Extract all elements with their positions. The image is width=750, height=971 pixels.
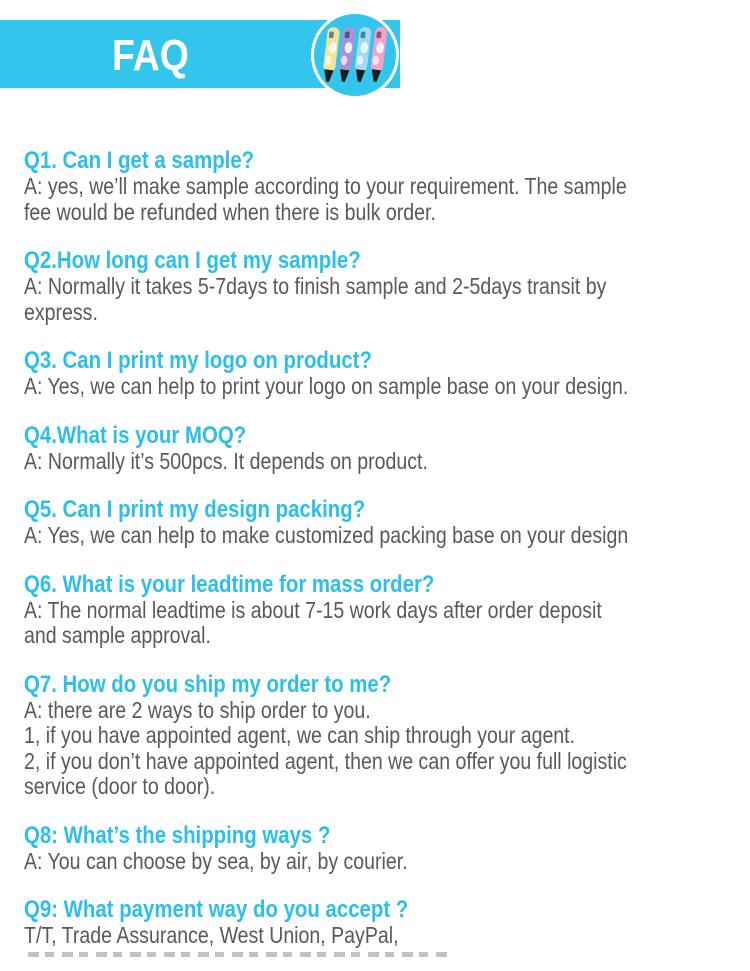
faq-answer-line: T/T, Trade Assurance, West Union, PayPal, (24, 922, 399, 948)
page-title: FAQ (112, 31, 189, 80)
faq-answer-line: 1, if you have appointed agent, we can ship through your agent. (24, 722, 576, 748)
faq-question: Q3. Can I print my logo on product? (24, 347, 372, 374)
faq-item (24, 822, 740, 875)
faq-item (24, 671, 740, 800)
faq-item (24, 147, 740, 225)
faq-item (24, 896, 740, 949)
faq-item (24, 247, 740, 325)
faq-question: Q6. What is your leadtime for mass order? (24, 570, 435, 598)
faq-answer-line: and sample approval. (24, 622, 211, 648)
faq-answer-line: 2, if you don’t have appointed agent, then we can offer you full logistic (24, 747, 627, 774)
faq-item (24, 347, 740, 400)
cutoff-text-line (28, 952, 448, 957)
faq-answer-line: A: Normally it’s 500pcs. It depends on product. (24, 447, 428, 474)
faq-question: Q1. Can I get a sample? (24, 147, 255, 174)
faq-answer-line: service (door to door). (24, 773, 216, 799)
faq-answer-line: A: Normally it takes 5-7days to finish sample and 2-5days transit by (24, 273, 607, 299)
faq-answer-line: A: there are 2 ways to ship order to you. (24, 696, 371, 723)
faq-answer-line: A: You can choose by sea, by air, by courier. (24, 847, 408, 874)
faq-answer-line: A: Yes, we can help to make customized packing base on your design (24, 522, 629, 548)
faq-item (24, 422, 740, 475)
faq-answer-line: A: Yes, we can help to print your logo on sample base on your design. (24, 373, 629, 399)
faq-answer-line: fee would be refunded when there is bulk order. (24, 198, 436, 225)
faq-question: Q5. Can I print my design packing? (24, 496, 366, 523)
faq-question: Q4.What is your MOQ? (24, 421, 247, 449)
3d-printing-pens-icon (314, 14, 396, 96)
faq-question: Q2.How long can I get my sample? (24, 247, 361, 274)
faq-answer-line: A: The normal leadtime is about 7-15 work days after order deposit (24, 596, 602, 623)
faq-question: Q8: What’s the shipping ways ? (24, 821, 331, 849)
faq-question: Q7. How do you ship my order to me? (24, 670, 392, 698)
faq-item (24, 571, 740, 649)
faq-answer-line: express. (24, 298, 98, 325)
faq-list (24, 147, 740, 971)
faq-question: Q9: What payment way do you accept ? (24, 896, 409, 923)
faq-answer-line: A: yes, we’ll make sample according to your requirement. The sample (24, 173, 627, 199)
product-badge (311, 11, 399, 99)
faq-item (24, 496, 740, 549)
